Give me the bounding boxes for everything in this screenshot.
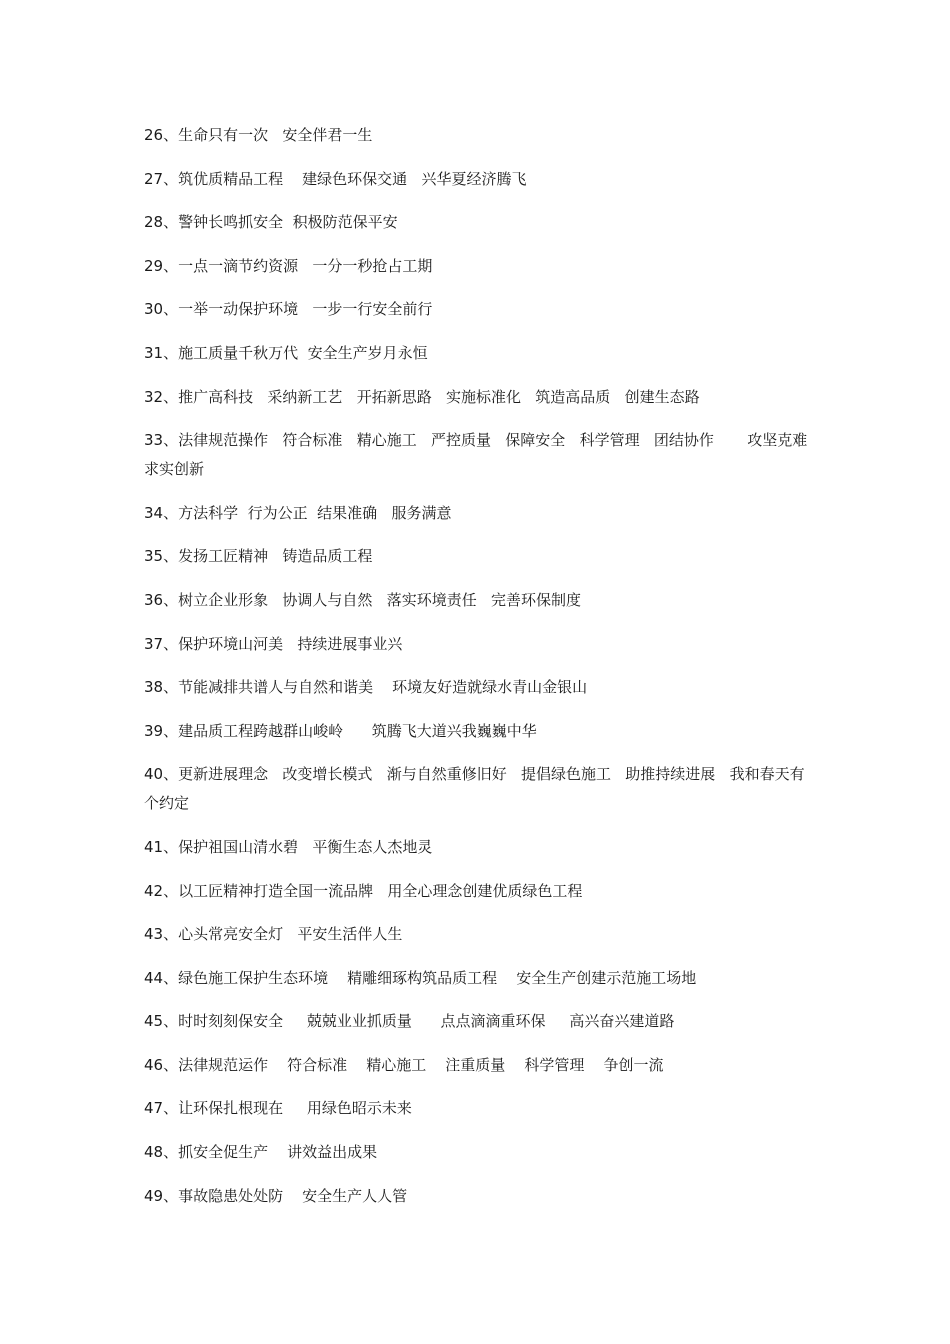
list-item: 34、方法科学 行为公正 结果准确 服务满意 — [144, 503, 452, 522]
list-item: 44、绿色施工保护生态环境 精雕细琢构筑品质工程 安全生产创建示范施工场地 — [144, 968, 697, 987]
list-item: 36、树立企业形象 协调人与自然 落实环境责任 完善环保制度 — [144, 590, 582, 609]
list-item: 47、让环保扎根现在 用绿色昭示未来 — [144, 1099, 412, 1118]
list-item: 38、节能减排共谱人与自然和谐美 环境友好造就绿水青山金银山 — [144, 678, 588, 697]
list-item: 32、推广高科技 采纳新工艺 开拓新思路 实施标准化 筑造高品质 创建生态路 — [144, 387, 700, 406]
list-item: 29、一点一滴节约资源 一分一秒抢占工期 — [144, 256, 433, 275]
list-item: 35、发扬工匠精神 铸造品质工程 — [144, 547, 373, 566]
list-item: 41、保护祖国山清水碧 平衡生态人杰地灵 — [144, 837, 433, 856]
list-item: 42、以工匠精神打造全国一流品牌 用全心理念创建优质绿色工程 — [144, 881, 583, 900]
list-item: 48、抓安全促生产 讲效益出成果 — [144, 1143, 378, 1162]
list-item: 31、施工质量千秋万代 安全生产岁月永恒 — [144, 343, 428, 362]
list-item: 46、法律规范运作 符合标准 精心施工 注重质量 科学管理 争创一流 — [144, 1055, 664, 1074]
list-item: 27、筑优质精品工程 建绿色环保交通 兴华夏经济腾飞 — [144, 169, 527, 188]
list-item: 26、生命只有一次 安全伴君一生 — [144, 126, 373, 144]
list-item: 30、一举一动保护环境 一步一行安全前行 — [144, 300, 433, 319]
list-item: 39、建品质工程跨越群山峻岭 筑腾飞大道兴我巍巍中华 — [144, 721, 537, 740]
list-item: 43、心头常亮安全灯 平安生活伴人生 — [144, 925, 403, 944]
list-item: 45、时时刻刻保安全 兢兢业业抓质量 点点滴滴重环保 高兴奋兴建道路 — [144, 1012, 675, 1031]
list-item: 37、保护环境山河美 持续进展事业兴 — [144, 634, 403, 653]
list-item: 49、事故隐患处处防 安全生产人人管 — [144, 1186, 408, 1205]
slogan-list — [144, 121, 822, 1225]
list-item: 33、法律规范操作 符合标准 精心施工 严控质量 保障安全 科学管理 团结协作 攻坚克难 求实创新 — [144, 431, 822, 479]
list-item: 40、更新进展理念 改变增长模式 渐与自然重修旧好 提倡绿色施工 助推持续进展 我和春天有个约定 — [144, 765, 805, 813]
list-item: 28、警钟长鸣抓安全 积极防范保平安 — [144, 213, 398, 232]
